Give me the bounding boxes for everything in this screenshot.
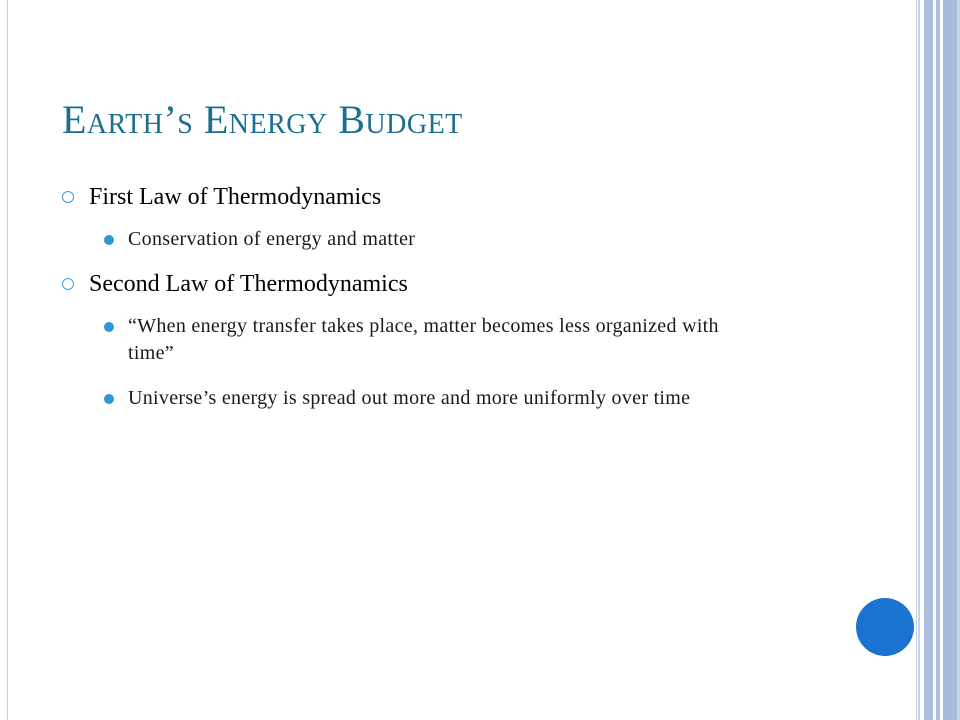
dot-bullet-icon <box>104 235 114 245</box>
sub-bullet-text: Conservation of energy and matter <box>128 228 416 250</box>
side-stripe <box>936 0 940 720</box>
circle-bullet-icon <box>62 191 74 203</box>
dot-bullet-icon <box>104 322 114 332</box>
side-stripe <box>918 0 920 720</box>
dot-bullet-icon <box>104 394 114 404</box>
bullet-text: Second Law of Thermodynamics <box>89 271 408 297</box>
sub-bullet-text: Universe’s energy is spread out more and more uniformly over time <box>128 387 691 409</box>
side-stripe <box>924 0 933 720</box>
accent-circle <box>856 598 914 656</box>
bullet-text: First Law of Thermodynamics <box>89 184 382 210</box>
side-stripe <box>943 0 957 720</box>
circle-bullet-icon <box>62 278 74 290</box>
sub-bullet-text: “When energy transfer takes place, matter becomes less organized with time” <box>128 315 719 364</box>
slide-title: Earth’s Energy Budget <box>62 97 463 142</box>
